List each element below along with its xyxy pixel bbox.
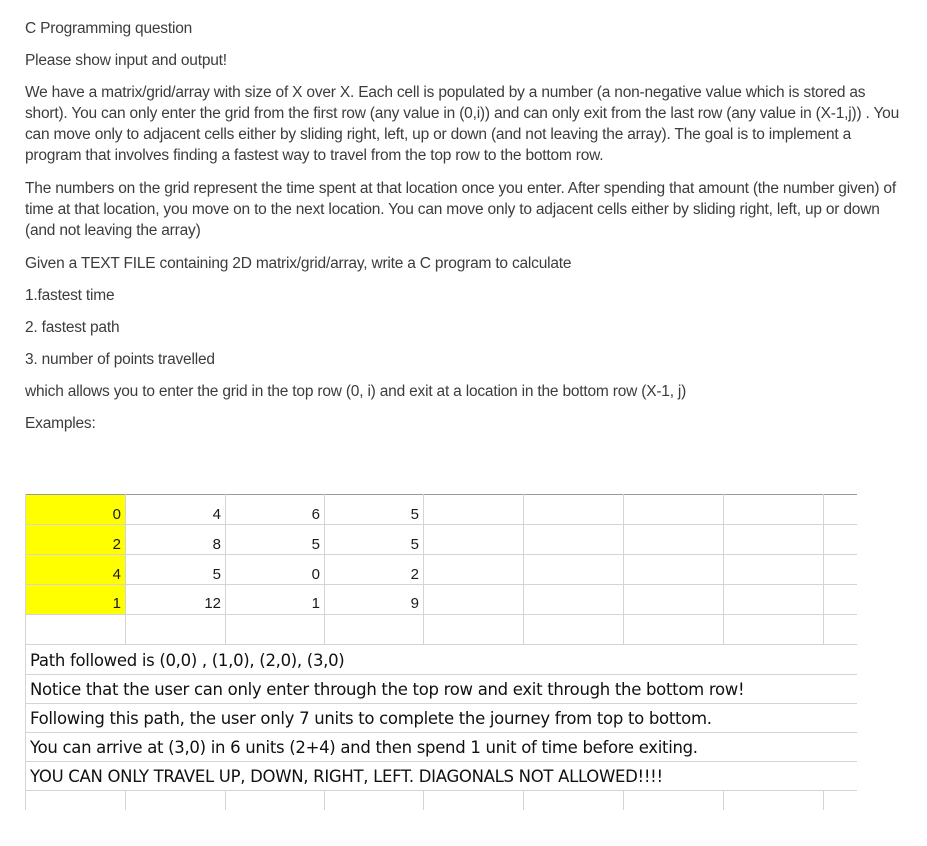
note-enter-exit: Notice that the user can only enter through the top row and exit through the bottom row!: [30, 680, 745, 699]
matrix-cell-3-2: 1: [311, 595, 320, 612]
grid-line: [25, 644, 857, 645]
grid-line: [623, 494, 624, 644]
problem-paragraph-4: which allows you to enter the grid in the top row (0, i) and exit at a location in the bottom row (X-1, j): [25, 383, 687, 400]
sheet-top-border: [25, 494, 857, 495]
matrix-cell-1-2: 5: [311, 536, 320, 553]
grid-line: [823, 790, 824, 810]
list-item-points-travelled: 3. number of points travelled: [25, 351, 215, 368]
grid-line: [823, 494, 824, 644]
matrix-cell-0-0: 0: [112, 506, 121, 523]
matrix-cell-3-3: 9: [410, 595, 419, 612]
matrix-cell-2-0: 4: [112, 566, 121, 583]
note-directions: YOU CAN ONLY TRAVEL UP, DOWN, RIGHT, LEFT. DIAGONALS NOT ALLOWED!!!!: [30, 767, 663, 786]
matrix-cell-2-2: 0: [311, 566, 320, 583]
grid-line: [423, 790, 424, 810]
matrix-cell-1-0: 2: [112, 536, 121, 553]
matrix-cell-1-3: 5: [410, 536, 419, 553]
grid-line: [225, 790, 226, 810]
question-title: C Programming question: [25, 20, 193, 37]
matrix-cell-0-3: 5: [410, 506, 419, 523]
matrix-cell-1-1: 8: [212, 536, 221, 553]
list-item-fastest-time: 1.fastest time: [25, 287, 115, 304]
matrix-cell-2-3: 2: [410, 566, 419, 583]
grid-line: [324, 790, 325, 810]
note-units-total: Following this path, the user only 7 units to complete the journey from top to bottom.: [30, 709, 712, 728]
matrix-cell-0-2: 6: [311, 506, 320, 523]
grid-line: [523, 790, 524, 810]
list-item-fastest-path: 2. fastest path: [25, 319, 120, 336]
problem-paragraph-1: We have a matrix/grid/array with size of X over X. Each cell is populated by a number (a non-negative value which is stored as short). You can only enter the grid from the first row (any value in (0,i)) and can only exit from the last row (any value in (X-1,j)) . You can move only to adjacent cells either by sliding right, left, up or down (and not leaving the array). The goal is to implement a program that involves finding a fastest way to travel from the top row to the bottom row.: [25, 84, 900, 164]
grid-line: [125, 790, 126, 810]
matrix-cell-0-1: 4: [212, 506, 221, 523]
problem-paragraph-3: Given a TEXT FILE containing 2D matrix/grid/array, write a C program to calculate: [25, 255, 572, 272]
matrix-cell-3-0: 1: [112, 595, 121, 612]
examples-label: Examples:: [25, 415, 96, 432]
grid-line: [523, 494, 524, 644]
request-line: Please show input and output!: [25, 52, 227, 69]
grid-line: [723, 494, 724, 644]
spreadsheet-example: [25, 494, 857, 810]
matrix-cell-3-1: 12: [204, 595, 221, 612]
note-path-followed: Path followed is (0,0) , (1,0), (2,0), (3,0): [30, 651, 345, 670]
matrix-cell-2-1: 5: [212, 566, 221, 583]
note-arrival: You can arrive at (3,0) in 6 units (2+4) and then spend 1 unit of time before exiting.: [30, 738, 698, 757]
grid-line: [723, 790, 724, 810]
grid-line: [623, 790, 624, 810]
problem-paragraph-2: The numbers on the grid represent the time spent at that location once you enter. After spending that amount (the number given) of time at that location, you move on to the next location. You can move only to adjacent cells either by sliding right, left, up or down (and not leaving the array): [25, 180, 896, 239]
grid-line: [423, 494, 424, 644]
question-text: [25, 18, 905, 434]
